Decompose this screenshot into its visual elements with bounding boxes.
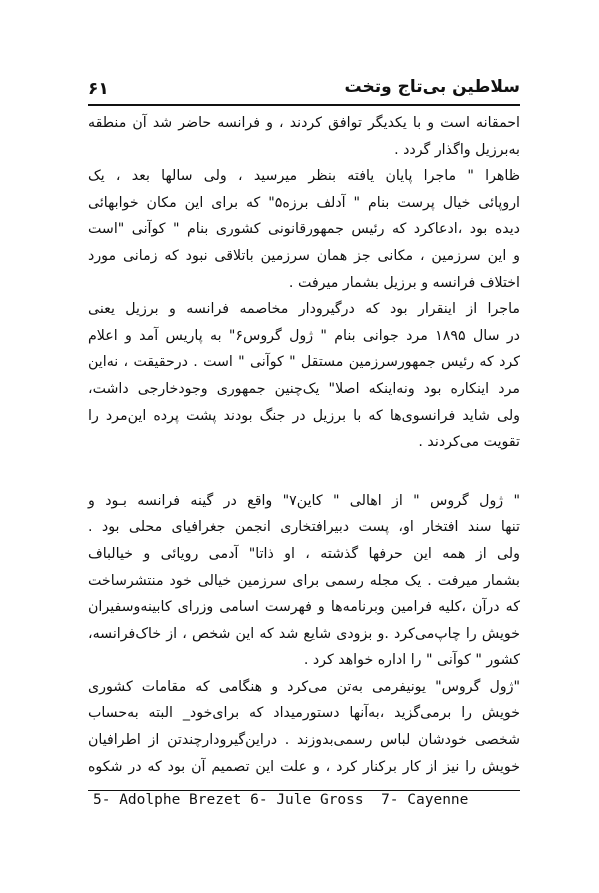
text-line: بشمار میرفت . یک مجله رسمی برای سرزمین خیالی خود منتشرساخت: [88, 572, 520, 589]
text-line: ولی شاید فرانسوی‌ها که با برزیل در جنگ بودند پشت پرده این‌مرد را: [88, 407, 520, 424]
text-line: که درآن ،کلیه فرامین وبرنامه‌ها و فهرست اسامی وزرای کابینه‌وسفیران: [88, 599, 520, 616]
text-line: "ژول گروس" یونیفرمی به‌تن می‌کرد و هنگامی که مقامات کشوری: [88, 678, 520, 695]
footnotes: 5- Adolphe Brezet 6- Jule Gross 7- Cayenne: [93, 792, 469, 808]
text-line: ماجرا از اینقرار بود که درگیرودار مخاصمه فرانسه و برزیل یعنی: [88, 301, 520, 318]
text-line: خویش را نیز از کار برکنار کرد ، و علت این تصمیم آن بود که در شکوه: [88, 758, 520, 775]
text-line: تقویت می‌کردند .: [418, 434, 520, 451]
text-line: خویش را چاپ‌می‌کرد .و بزودی شایع شد که این شخص ، از خاک‌فرانسه،: [88, 625, 520, 642]
text-line: ظاهرا " ماجرا پایان یافته بنظر میرسید ، ولی سالها بعد ، یک: [88, 168, 520, 185]
text-line: و این سرزمین ، مکانی جز همان سرزمین باتلاقی نبود که زمانی مورد: [88, 247, 520, 264]
text-line: مرد اینکاره بود ونه‌اینکه اصلا" یک‌چنین جمهوری وجودخارجی داشت،: [88, 380, 520, 397]
text-line: دیده بود ،ادعاکرد که رئیس جمهورقانونی کشوری بنام " کوآنی "است: [88, 221, 520, 238]
paragraph-gap: [88, 456, 520, 488]
text-line: کرد که رئیس جمهورسرزمین مستقل " کوآنی " است . درحقیقت ، نه‌این: [88, 354, 520, 371]
text-line: " ژول گروس " از اهالی " کاین۷" واقع در گینه فرانسه بـود و: [88, 492, 521, 509]
header-rule: [88, 104, 520, 106]
page-number: ۶۱: [88, 79, 109, 99]
page-header: [88, 76, 520, 104]
text-line: اروپائی خیال پرست بنام " آدلف برزه۵" که برای این مکان خوابهائی: [88, 194, 520, 211]
text-line: در سال ۱۸۹۵ مرد جوانی بنام " ژول گروس۶" به پاریس آمد و اعلام: [88, 327, 520, 344]
text-line: تنها سند افتخار او، پست دبیرافتخاری انجمن جغرافیای محلی بود .: [88, 519, 520, 536]
text-line: ولی از همه این حرفها گذشته ، او ذاتا" آدمی رویائی و خیالباف: [88, 545, 520, 562]
text-line: به‌برزیل واگذار گردد .: [394, 141, 520, 158]
body-text: [88, 110, 520, 780]
text-line: احمقانه است و با یکدیگر توافق کردند ، و فرانسه حاضر شد آن منطقه: [88, 115, 520, 131]
text-line: خویش را برمی‌گزید ،به‌آنها دستورمیداد که برای‌خود_ البته به‌حساب: [88, 705, 520, 722]
text-line: کشور " کوآنی " را اداره خواهد کرد .: [303, 652, 520, 669]
text-line: شخصی خودشان لباس رسمی‌بدوزند . دراین‌گیرودارچندتن از اطرافیان: [88, 732, 520, 749]
running-title: سلاطین بی‌تاج وتخت: [344, 77, 520, 97]
text-line: اختلاف فرانسه و برزیل بشمار میرفت .: [288, 274, 520, 291]
